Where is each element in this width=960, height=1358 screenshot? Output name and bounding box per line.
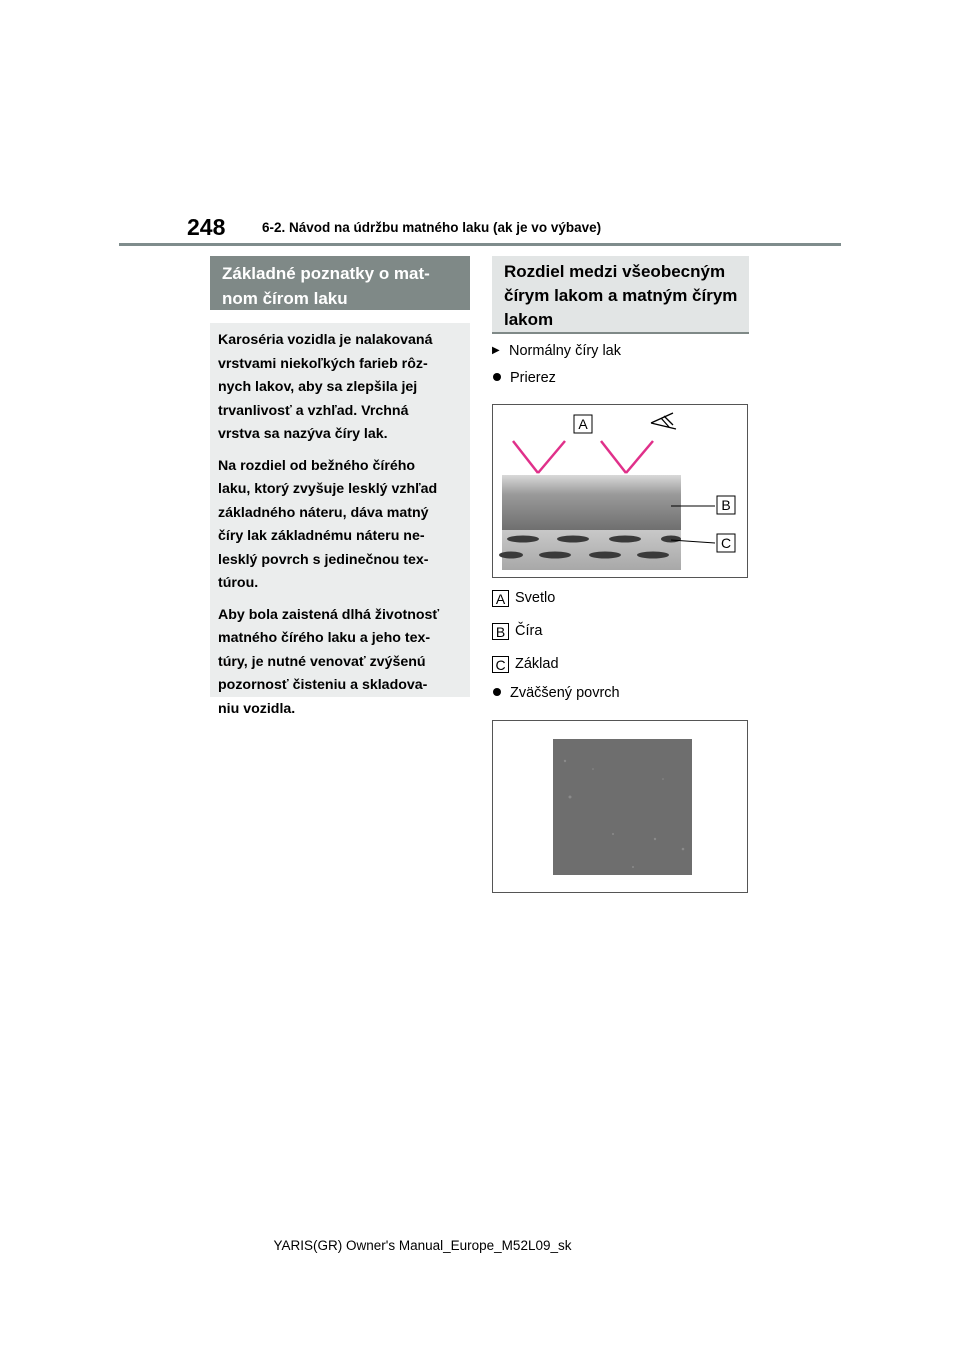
bullet-text: Zväčšený povrch [510,685,620,701]
right-heading-line: čírym lakom a matným čírym [504,286,738,305]
legend-item-base [492,656,559,673]
text-line: Na rozdiel od bežného čírého [218,457,416,474]
text-line: vrstva sa nazýva číry lak. [218,426,388,442]
left-text-box [210,323,470,717]
sub-heading-text: Normálny číry lak [509,343,621,359]
legend-letter: C [492,656,509,673]
right-section-heading [492,256,749,334]
bullet-dot-icon [493,688,501,696]
text-line: pozornosť čisteniu a skladova- [218,677,428,693]
legend-text: Číra [515,623,543,639]
legend-text: Svetlo [515,590,556,606]
bullet-dot-icon [493,373,501,381]
legend-item-light [492,590,555,607]
left-section-heading [210,256,470,310]
figure-label-c: C [720,535,732,551]
cross-section-figure [492,404,748,578]
surface-speckles [553,739,692,875]
text-line: Aby bola zaistená dlhá životnosť [218,606,440,623]
legend-item-clear [492,623,542,640]
bullet-cross-section [492,370,556,386]
cross-section-illustration [493,405,747,577]
text-line: matného čírého laku a jeho tex- [218,630,431,646]
legend-letter: B [492,623,509,640]
triangle-bullet-icon: ▶ [492,345,500,356]
text-line: laku, ktorý zvyšuje lesklý vzhľad [218,481,438,497]
text-line: Karoséria vozidla je nalakovaná [218,332,433,348]
right-heading-line: Rozdiel medzi všeobecným [504,262,726,281]
text-line: vrstvami niekoľkých farieb rôz- [218,355,428,372]
text-line: túry, je nutné venovať zvýšenú [218,653,426,670]
header-divider [119,243,841,246]
light-ray-arrows [513,441,653,473]
clear-coat-layer [502,475,681,530]
page-number: 248 [187,214,226,240]
legend-letter: A [492,590,509,607]
text-line: nych lakov, aby sa zlepšila jej [218,379,418,395]
figure-label-a: A [578,416,588,432]
left-heading-line: Základné poznatky o mat- [222,264,430,283]
paragraph-difference [218,455,464,596]
footer-text: YARIS(GR) Owner's Manual_Europe_M52L09_sk [273,1238,572,1253]
legend-text: Základ [515,656,559,672]
text-line: lesklý povrch s jedinečnou tex- [218,551,429,568]
text-line: niu vozidla. [218,700,296,717]
bullet-magnified-surface [492,685,620,701]
text-line: túrou. [218,575,259,591]
paragraph-care [218,604,464,722]
text-line: trvanlivosť a vzhľad. Vrchná [218,402,409,419]
magnified-surface-figure [492,720,748,893]
right-heading-line: lakom [504,310,554,329]
paragraph-intro [218,329,464,447]
magnified-surface-image [553,739,692,875]
sub-heading-normal-clear-coat [492,343,621,359]
eye-icon [651,413,676,429]
footer [0,1238,960,1253]
text-line: základného náteru, dáva matný [218,504,429,521]
left-heading-line: nom čírom laku [222,289,348,308]
text-line: číry lak základnému náteru ne- [218,528,425,544]
bullet-text: Prierez [510,370,556,386]
section-title: 6-2. Návod na údržbu matného laku (ak je vo výbave) [262,220,602,235]
figure-label-b: B [721,497,731,513]
